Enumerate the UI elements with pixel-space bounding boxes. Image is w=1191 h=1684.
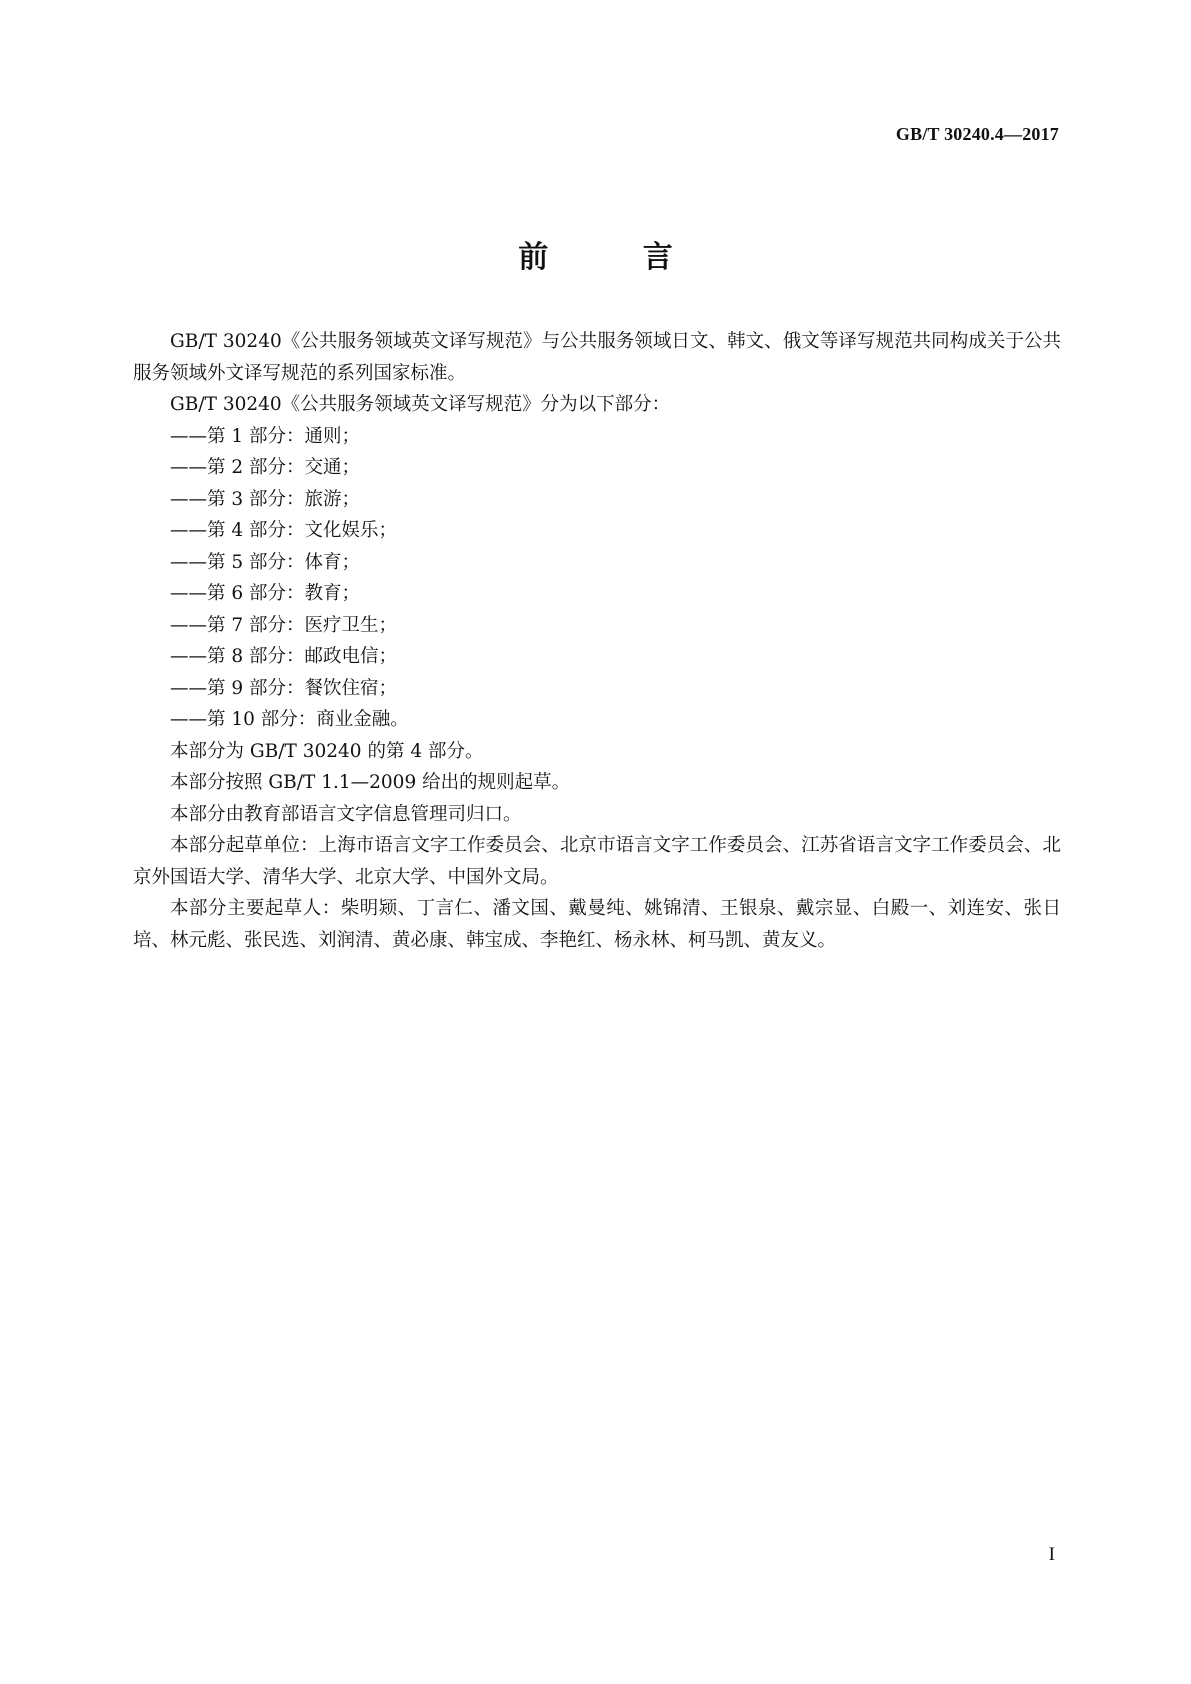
part-statement: 本部分为 GB/T 30240 的第 4 部分。	[170, 740, 484, 762]
list-item: ——第 10 部分：商业金融。	[170, 709, 409, 730]
list-item: ——第 5 部分：体育；	[170, 551, 361, 573]
list-item: ——第 6 部分：教育；	[170, 583, 361, 604]
list-item: ——第 7 部分：医疗卫生；	[170, 614, 398, 636]
standard-number: GB/T 30240.4—2017	[895, 124, 1059, 144]
list-item: ——第 8 部分：邮政电信；	[170, 646, 398, 667]
intro-paragraph: GB/T 30240《公共服务领域英文译写规范》与公共服务领域日文、韩文、俄文等译写规范共同构成关于公共服务领域外文译写规范的系列国家标准。	[133, 331, 1061, 384]
drafting-organizations: 本部分起草单位：上海市语言文字工作委员会、北京市语言文字工作委员会、江苏省语言文字工作委员会、北京外国语大学、清华大学、北京大学、中国外文局。	[133, 835, 1061, 888]
page-title: 前 言	[518, 240, 715, 275]
list-item: ——第 3 部分：旅游；	[170, 488, 361, 510]
principal-drafters: 本部分主要起草人：柴明颎、丁言仁、潘文国、戴曼纯、姚锦清、王银泉、戴宗显、白殿一、刘连安、张日培、林元彪、张民选、刘润清、黄必康、韩宝成、李艳红、杨永林、柯马凯、黄友义。	[133, 898, 1061, 951]
parts-list	[133, 421, 1061, 736]
drafting-rules: 本部分按照 GB/T 1.1—2009 给出的规则起草。	[170, 772, 571, 793]
list-item: ——第 4 部分：文化娱乐；	[170, 520, 398, 541]
foreword-body	[133, 326, 1061, 956]
list-item: ——第 9 部分：餐饮住宿；	[170, 677, 398, 699]
list-item: ——第 2 部分：交通；	[170, 457, 361, 478]
administering-body: 本部分由教育部语言文字信息管理司归口。	[170, 803, 522, 825]
intro-paragraph: GB/T 30240《公共服务领域英文译写规范》分为以下部分：	[170, 394, 671, 415]
page-number: I	[1048, 1544, 1055, 1565]
list-item: ——第 1 部分：通则；	[170, 425, 361, 447]
